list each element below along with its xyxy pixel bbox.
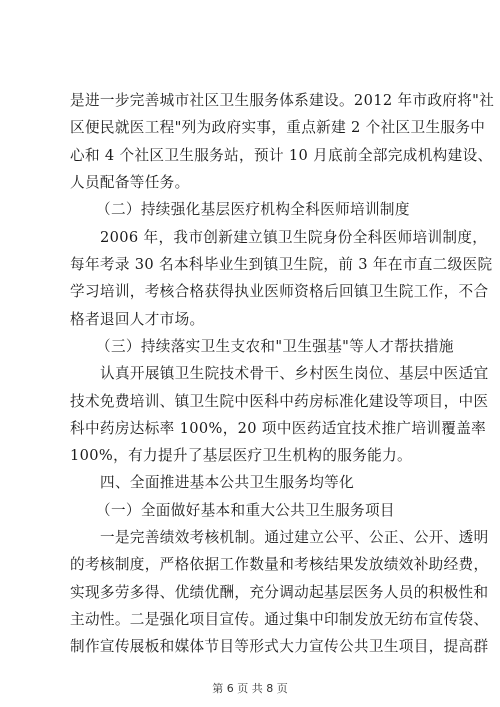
body-text-line: 格者退回人才市场。 <box>70 311 205 328</box>
body-text-line: 认真开展镇卫生院技术骨干、乡村医生岗位、基层中医适宜 <box>100 365 489 382</box>
body-text-line: 每年考录 30 名本科毕业生到镇卫生院，前 3 年在市直二级医院 <box>70 256 493 273</box>
section-heading-2: （二）持续强化基层医疗机构全科医师培训制度 <box>96 201 410 218</box>
body-text-line: 心和 4 个社区卫生服务站，预计 10 月底前全部完成机构建设、 <box>70 147 493 164</box>
body-text-line: 是进一步完善城市社区卫生服务体系建设。2012 年市政府将"社 <box>70 92 495 109</box>
body-text-line: 2006 年，我市创新建立镇卫生院身份全科医师培训制度， <box>100 229 488 246</box>
body-text-line: 技术免费培训、镇卫生院中医科中药房标准化建设等项目，中医 <box>70 393 489 410</box>
body-text-line: 100%，有力提升了基层医疗卫生机构的服务能力。 <box>70 447 412 464</box>
section-heading-4: 四、全面推进基本公共卫生服务均等化 <box>100 474 355 491</box>
body-text-line: 区便民就医工程"列为政府实事，重点新建 2 个社区卫生服务中 <box>70 119 486 136</box>
body-text-line: 学习培训，考核合格获得执业医师资格后回镇卫生院工作，不合 <box>70 283 489 300</box>
body-text-line: 一是完善绩效考核机制。通过建立公平、公正、公开、透明 <box>100 529 489 546</box>
body-text-line: 制作宣传展板和媒体节目等形式大力宣传公共卫生项目，提高群 <box>70 638 489 655</box>
body-text-line: 的考核制度，严格依据工作数量和考核结果发放绩效补助经费， <box>70 556 489 573</box>
body-text-line: 人员配备等任务。 <box>70 174 190 191</box>
section-heading-4-1: （一）全面做好基本和重大公共卫生服务项目 <box>96 502 395 519</box>
body-text-line: 实现多劳多得、优绩优酬，充分调动起基层医务人员的积极性和 <box>70 584 489 601</box>
page-footer: 第 6 页 共 8 页 <box>212 682 288 695</box>
body-text-line: 科中药房达标率 100%，20 项中医药适宜技术推广培训覆盖率 <box>70 420 487 437</box>
section-heading-3: （三）持续落实卫生支农和"卫生强基"等人才帮扶措施 <box>96 338 454 355</box>
body-text-line: 主动性。二是强化项目宣传。通过集中印制发放无纺布宣传袋、 <box>70 611 489 628</box>
